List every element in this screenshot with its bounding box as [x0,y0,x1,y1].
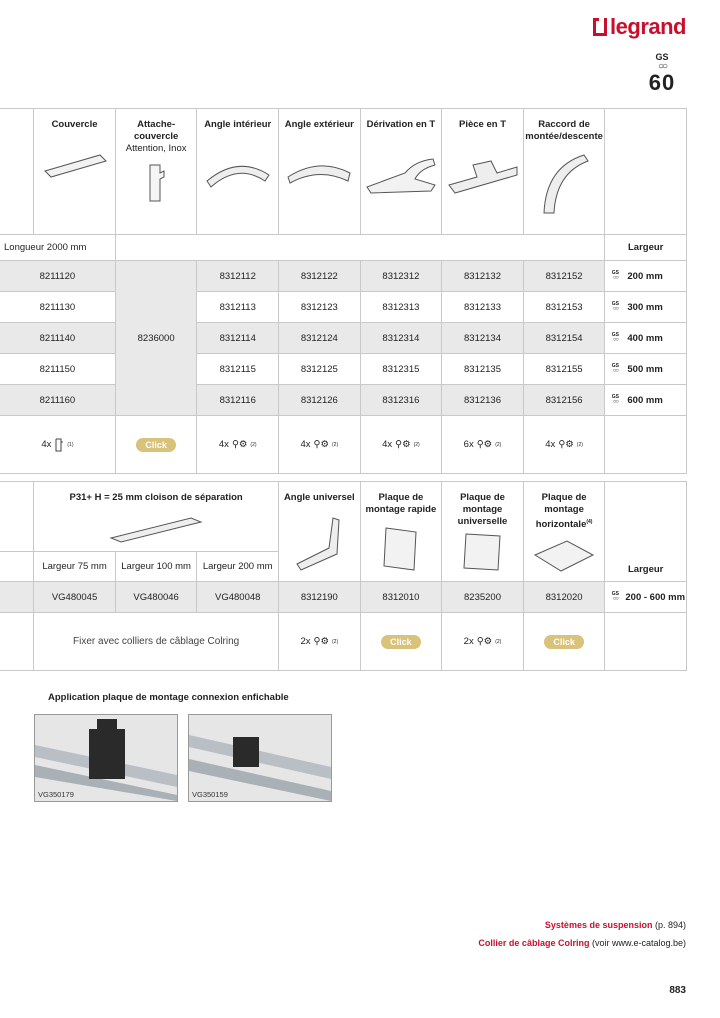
acc-qty: 4x [218,439,229,450]
ref-couvercle: 8211160 [0,385,115,416]
gs-icon: GS ○○ [611,590,619,602]
empty-cell [0,613,34,671]
acc-note: (1) [67,441,74,448]
header-plaque-universelle-title: Plaque de montage universelle [457,492,508,527]
acc-piece-t [442,416,524,474]
empty-cell [115,235,605,261]
bolt-icon: ⚲⚙ [313,439,330,450]
header-plaque-rapide-title: Plaque de montage rapide [365,492,437,515]
size-value: 500 mm [627,363,663,375]
footer-ref-colring[interactable] [478,938,686,948]
header-p31-title: P31+ H = 25 mm cloison de séparation [69,492,243,503]
ref-vg480046: VG480046 [115,582,197,613]
header-p31 [34,482,279,552]
width-75: Largeur 75 mm [34,552,116,582]
table-row [0,354,687,385]
gs-icon: GS ○○ [611,269,619,281]
ref-piece-t: 8312132 [442,261,524,292]
photo-vg350179 [34,714,178,802]
header-plaque-horizontale-title [524,492,605,531]
header-plaque-horizontale [523,482,605,582]
product-table-accessories [0,108,687,474]
plaque-rapide-illustration [376,522,426,578]
gs-icon: GS ○○ [611,300,619,312]
table-row [0,385,687,416]
accessory-row [0,416,687,474]
photo-caption: VG350159 [192,790,228,799]
acc-qty: 6x [463,439,474,450]
header-attache-title: Attache-couvercle [133,119,179,142]
photo-vg350159 [188,714,332,802]
angle-exterieur-illustration [284,151,354,201]
size-cell [605,261,687,292]
ref-piece-t: 8312133 [442,292,524,323]
header-angle-universel-title: Angle universel [283,492,355,503]
header-angle-universel [279,482,361,582]
acc-note: (2) [495,441,502,448]
click-badge[interactable]: Click [136,438,176,452]
footer-link-label: Collier de câblage Colring [478,938,590,948]
ref-derivation-t: 8312313 [360,292,442,323]
ref-angle-exterieur: 8312123 [279,292,361,323]
ref-angle-interieur: 8312114 [197,323,279,354]
acc-attache [115,416,197,474]
ref-plaque-rapide: 8312010 [360,582,442,613]
acc-qty: 4x [545,439,556,450]
bolt-icon: ⚲⚙ [558,439,574,450]
gs-icon: GS ○○ [611,331,619,343]
table-row [0,292,687,323]
raccord-illustration [534,147,594,217]
header-angle-interieur [197,109,279,235]
gs-badge-number: 60 [648,70,676,95]
ref-angle-exterieur: 8312125 [279,354,361,385]
cloison-illustration [101,508,211,544]
ref-raccord: 8312153 [523,292,605,323]
acc-derivation-t [360,416,442,474]
angle-universel-illustration [289,512,349,572]
ref-couvercle: 8211130 [0,292,115,323]
accessory-row [0,613,687,671]
ref-plaque-horizontale: 8312020 [523,582,605,613]
acc-angle-exterieur [279,416,361,474]
acc-raccord [523,416,605,474]
legrand-logo-mark [593,18,607,36]
header-plaque-universelle [442,482,524,582]
photo-caption: VG350179 [38,790,74,799]
ref-angle-exterieur: 8312122 [279,261,361,292]
acc-note: (2) [332,441,339,448]
empty-cell [0,552,34,582]
bolt-icon: ⚲⚙ [231,439,248,450]
table-row [0,261,687,292]
ref-vg480045: VG480045 [34,582,116,613]
footer-link-rest: (voir www.e-catalog.be) [589,938,686,948]
header-angle-interieur-title: Angle intérieur [204,119,272,130]
gs-icon: GS ○○ [611,362,619,374]
ref-raccord: 8312156 [523,385,605,416]
product-table-plaques [0,481,687,671]
width-label: Largeur [605,482,687,582]
ref-piece-t: 8312136 [442,385,524,416]
header-note: (4) [586,519,593,525]
ref-piece-t: 8312135 [442,354,524,385]
size-value: 200 - 600 mm [625,591,686,603]
size-cell [605,582,687,613]
width-100: Largeur 100 mm [115,552,197,582]
acc-note: (2) [576,441,583,448]
size-value: 200 mm [627,270,663,282]
ref-plaque-universelle: 8235200 [442,582,524,613]
empty-cell [0,109,34,235]
photo-image [189,715,331,801]
size-value: 600 mm [627,394,663,406]
header-plaque-rapide [360,482,442,582]
ref-angle-universel: 8312190 [279,582,361,613]
header-derivation-t-title: Dérivation en T [366,119,436,130]
header-attache-note: Attention, Inox [125,143,187,154]
ref-angle-interieur: 8312112 [197,261,279,292]
empty-cell [605,109,687,235]
header-piece-t [442,109,524,235]
acc-angle-universel [279,613,361,671]
acc-qty: 4x [41,439,52,450]
acc-couvercle [0,416,115,474]
acc-note: (2) [495,638,502,645]
ref-angle-interieur: 8312115 [197,354,279,385]
header-angle-exterieur [279,109,361,235]
size-cell [605,385,687,416]
ref-attache: 8236000 [115,261,197,416]
application-title: Application plaque de montage connexion enfichable [48,692,289,703]
gs-rings-icon: ○○ [657,61,667,72]
brand-name: legrand [610,14,686,39]
ref-angle-interieur: 8312116 [197,385,279,416]
header-attache [115,109,197,235]
length-label: Longueur 2000 mm [0,235,115,261]
ref-piece-t: 8312134 [442,323,524,354]
acc-qty: 4x [382,439,393,450]
photo-image [35,715,177,801]
gs-badge-label: GS [655,52,669,62]
ref-couvercle: 8211140 [0,323,115,354]
plaque-universelle-illustration [458,530,508,580]
size-value: 400 mm [627,332,663,344]
plaque-horizontale-illustration [531,533,597,577]
header-couvercle [34,109,116,235]
acc-plaque-universelle [442,613,524,671]
size-cell [605,292,687,323]
legrand-logo [593,14,686,40]
empty-cell [605,416,687,474]
ref-angle-interieur: 8312113 [197,292,279,323]
click-badge[interactable]: Click [544,635,584,649]
acc-plaque-rapide [360,613,442,671]
footer-ref-suspension[interactable] [545,920,686,930]
ref-derivation-t: 8312316 [360,385,442,416]
click-badge[interactable]: Click [381,635,421,649]
ref-raccord: 8312154 [523,323,605,354]
acc-note: (2) [332,638,339,645]
ref-couvercle: 8211120 [0,261,115,292]
acc-qty: 4x [300,439,311,450]
table-row [0,582,687,613]
header-raccord-title: Raccord de montée/descente [525,119,603,142]
bolt-icon: ⚲⚙ [476,636,493,647]
ref-raccord: 8312155 [523,354,605,385]
header-couvercle-title: Couvercle [51,119,98,130]
clip-icon [54,437,64,453]
gs-icon: GS ○○ [611,393,619,405]
acc-qty: 2x [300,636,311,647]
acc-qty: 2x [463,636,474,647]
empty-cell [605,613,687,671]
gs-badge [642,52,682,94]
footer-link-rest: (p. 894) [652,920,686,930]
header-derivation-t [360,109,442,235]
acc-plaque-horizontale [523,613,605,671]
ref-derivation-t: 8312314 [360,323,442,354]
couvercle-illustration [40,143,110,183]
empty-cell [0,482,34,552]
bolt-icon: ⚲⚙ [476,439,493,450]
empty-cell [0,582,34,613]
ref-derivation-t: 8312315 [360,354,442,385]
footer-link-label: Systèmes de suspension [544,920,653,930]
header-piece-t-title: Pièce en T [459,119,506,130]
header-angle-exterieur-title: Angle extérieur [284,119,354,130]
ref-derivation-t: 8312312 [360,261,442,292]
header-plaque-horizontale-label: Plaque de montage horizontale [535,492,587,531]
size-cell [605,323,687,354]
ref-angle-exterieur: 8312124 [279,323,361,354]
width-200: Largeur 200 mm [197,552,279,582]
ref-raccord: 8312152 [523,261,605,292]
piece-t-illustration [447,151,519,201]
size-value: 300 mm [627,301,663,313]
angle-interieur-illustration [203,151,273,201]
ref-angle-exterieur: 8312126 [279,385,361,416]
attache-illustration [136,159,176,209]
acc-note: (2) [250,441,257,448]
page-number: 883 [669,985,686,996]
bolt-icon: ⚲⚙ [395,439,411,450]
acc-angle-interieur [197,416,279,474]
derivation-t-illustration [365,151,437,201]
fix-note: Fixer avec colliers de câblage Colring [34,613,279,671]
header-raccord [523,109,605,235]
acc-note: (2) [413,441,420,448]
ref-couvercle: 8211150 [0,354,115,385]
ref-vg480048: VG480048 [197,582,279,613]
size-cell [605,354,687,385]
width-label: Largeur [605,235,687,261]
table-row [0,323,687,354]
bolt-icon: ⚲⚙ [313,636,330,647]
